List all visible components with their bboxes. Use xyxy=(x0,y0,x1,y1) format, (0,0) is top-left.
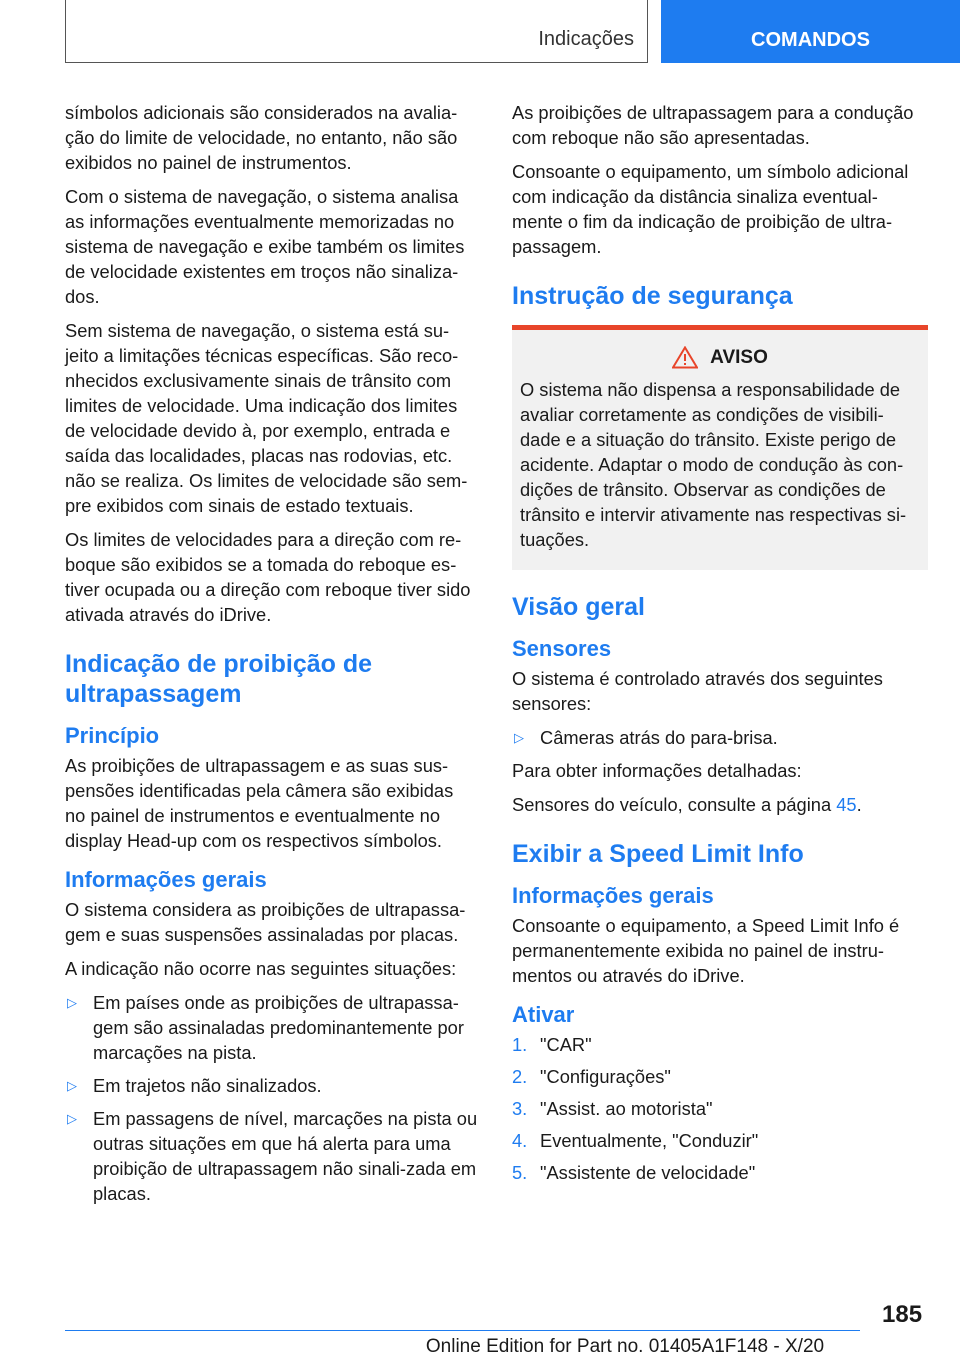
left-column xyxy=(65,100,478,1214)
subheading-principio: Princípio xyxy=(65,723,160,748)
paragraph: Consoante o equipamento, a Speed Limit Info é permanentemente exibida no painel de instru-mentos ou através do iDrive. xyxy=(512,915,900,986)
section-heading-seguranca: Instrução de segurança xyxy=(512,282,793,310)
section-heading-visao-geral: Visão geral xyxy=(512,593,645,621)
paragraph: As proibições de ultrapassagem e as suas sus-pensões identificadas pela câmera são exibidas no painel de instrumentos e eventualmente no display Head-up com os respectivos símbolos. xyxy=(65,755,454,851)
paragraph: Sem sistema de navegação, o sistema está su-jeito a limitações técnicas específicas. São reco-nhecidos exclusivamente sinais de trânsito com limites de velocidade. Uma indicação dos limites de velocidade devido à, por exemplo, entrada e saída das localidades, placas nas rodovias, etc. não se realiza. Os limites de velocidade são sem-pre exibidos com sinais de estado textuais. xyxy=(65,320,468,516)
header-tab-comandos[interactable] xyxy=(661,0,960,63)
steps-list xyxy=(512,1032,928,1185)
sensors-list xyxy=(512,725,928,750)
header-tab-label: COMANDOS xyxy=(751,29,870,51)
subheading-informacoes-gerais: Informações gerais xyxy=(65,867,267,892)
situations-list xyxy=(65,990,478,1206)
triangle-bullet-icon: ▷ xyxy=(67,1078,77,1093)
paragraph: símbolos adicionais são considerados na avalia-ção do limite de velocidade, no entanto, não são exibidos no painel de instrumentos. xyxy=(65,102,458,173)
warning-header xyxy=(520,346,920,369)
paragraph: As proibições de ultrapassagem para a condução com reboque não são apresentadas. xyxy=(512,102,914,148)
warning-text: O sistema não dispensa a responsabilidade de avaliar corretamente as condições de visibili-dade e a situação do trânsito. Existe perigo de acidente. Adaptar o modo de condução às con-dições de trânsito. Observar as condições de trânsito e intervir ativamente nas respectivas si-tuações. xyxy=(520,379,907,550)
paragraph: A indicação não ocorre nas seguintes situações: xyxy=(65,958,457,979)
triangle-bullet-icon: ▷ xyxy=(67,995,77,1010)
right-column xyxy=(512,100,928,1192)
subheading-informacoes-gerais: Informações gerais xyxy=(512,883,714,908)
step-item: 1. "CAR" xyxy=(512,1034,592,1055)
warning-box xyxy=(512,325,928,570)
paragraph: Para obter informações detalhadas: xyxy=(512,760,802,781)
paragraph-reference: Sensores do veículo, consulte a página 45. xyxy=(512,794,862,815)
header-section-title: Indicações xyxy=(538,28,634,50)
list-item: ▷ Câmeras atrás do para-brisa. xyxy=(514,727,778,748)
page-number: 185 xyxy=(882,1301,923,1328)
paragraph: Os limites de velocidades para a direção com re-boque são exibidos se a tomada do reboque es-tiver ocupada ou a direção com reboque tiver sido ativada através do iDrive. xyxy=(65,529,471,625)
triangle-bullet-icon: ▷ xyxy=(514,730,524,745)
step-item: 4. Eventualmente, "Conduzir" xyxy=(512,1130,759,1151)
paragraph: Consoante o equipamento, um símbolo adicional com indicação da distância sinaliza eventual-mente o fim da indicação de proibição de ultra-passagem. xyxy=(512,161,909,257)
footer-divider xyxy=(65,1330,860,1331)
list-item: ▷ Em países onde as proibições de ultrapassa-gem são assinaladas predominantemente por marcações na pista. xyxy=(67,992,464,1063)
section-heading-exibir: Exibir a Speed Limit Info xyxy=(512,840,804,868)
subheading-ativar: Ativar xyxy=(512,1002,575,1027)
subheading-sensores: Sensores xyxy=(512,636,612,661)
page-link[interactable]: 45 xyxy=(836,794,857,815)
paragraph: O sistema considera as proibições de ultrapassa-gem e suas suspensões assinaladas por placas. xyxy=(65,899,466,945)
paragraph: O sistema é controlado através dos seguintes sensores: xyxy=(512,668,883,714)
list-item: ▷ Em passagens de nível, marcações na pista ou outras situações em que há alerta para uma proibição de ultrapassagem não sinali-zada em placas. xyxy=(67,1108,478,1204)
step-item: 3. "Assist. ao motorista" xyxy=(512,1098,713,1119)
section-heading-indicacao: Indicação de proibição de ultrapassagem xyxy=(65,650,373,708)
triangle-bullet-icon: ▷ xyxy=(67,1111,77,1126)
step-item: 2. "Configurações" xyxy=(512,1066,671,1087)
list-item: ▷ Em trajetos não sinalizados. xyxy=(67,1075,322,1096)
step-item: 5. "Assistente de velocidade" xyxy=(512,1162,756,1183)
warning-triangle-icon xyxy=(672,346,698,369)
paragraph: Com o sistema de navegação, o sistema analisa as informações eventualmente memorizadas no sistema de navegação e exibe também os limites de velocidade existentes em troços não sinaliza-dos. xyxy=(65,186,465,307)
footer-edition: Online Edition for Part no. 01405A1F148 - X/20 xyxy=(425,1336,825,1357)
warning-title: AVISO xyxy=(710,346,768,368)
